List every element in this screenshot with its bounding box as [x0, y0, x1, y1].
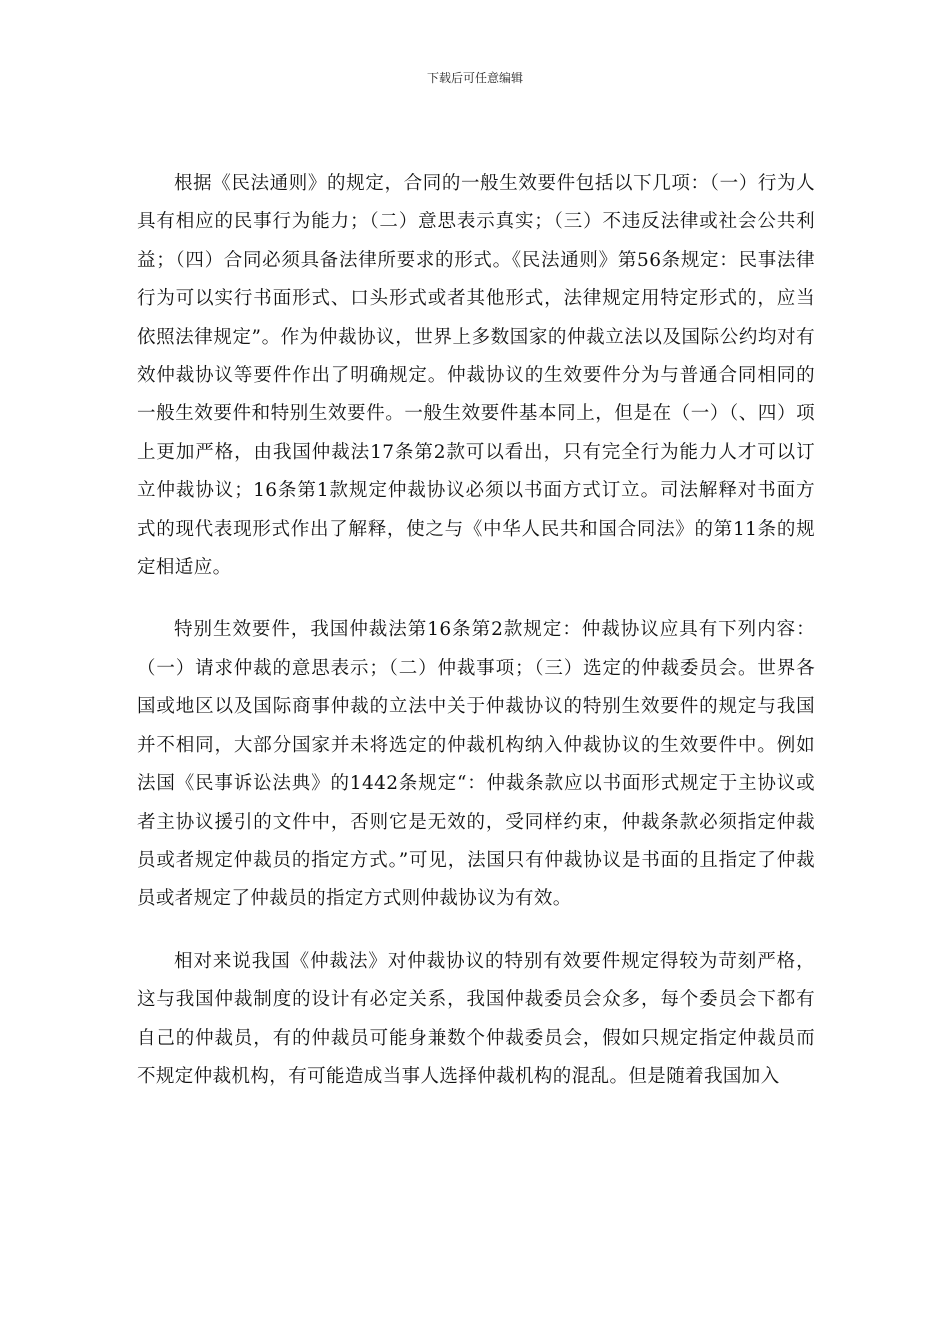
paragraph-3: 相对来说我国《仲裁法》对仲裁协议的特别有效要件规定得较为苛刻严格，这与我国仲裁制度的设计有必定关系，我国仲裁委员会众多，每个委员会下都有自己的仲裁员，有的仲裁员可能身兼数个仲裁委员会，假如只规定指定仲裁员而不规定仲裁机构，有可能造成当事人选择仲裁机构的混乱。但是随着我国加入	[137, 950, 815, 1087]
paragraph-1: 根据《民法通则》的规定，合同的一般生效要件包括以下几项：（一）行为人具有相应的民事行为能力；（二）意思表示真实；（三）不违反法律或社会公共利益；（四）合同必须具备法律所要求的形式。《民法通则》第56条规定：民事法律行为可以实行书面形式、口头形式或者其他形式，法律规定用特定形式的，应当依照法律规定”。作为仲裁协议，世界上多数国家的仲裁立法以及国际公约均对有效仲裁协议等要件作出了明确规定。仲裁协议的生效要件分为与普通合同相同的一般生效要件和特别生效要件。一般生效要件基本同上，但是在（一）（、四）项上更加严格，由我国仲裁法17条第2款可以看出，只有完全行为能力人才可以订立仲裁协议；16条第1款规定仲裁协议必须以书面方式订立。司法解释对书面方式的现代表现形式作出了解释，使之与《中华人民共和国合同法》的第11条的规定相适应。	[137, 173, 815, 579]
page-header: 下载后可任意编辑	[426, 71, 523, 85]
document-body	[137, 165, 815, 1096]
paragraph-2: 特别生效要件，我国仲裁法第16条第2款规定：仲裁协议应具有下列内容：（一）请求仲裁的意思表示；（二）仲裁事项；（三）选定的仲裁委员会。世界各国或地区以及国际商事仲裁的立法中关于仲裁协议的特别生效要件的规定与我国并不相同，大部分国家并未将选定的仲裁机构纳入仲裁协议的生效要件中。例如法国《民事诉讼法典》的1442条规定“：仲裁条款应以书面形式规定于主协议或者主协议援引的文件中，否则它是无效的，受同样约束，仲裁条款必须指定仲裁员或者规定仲裁员的指定方式。”可见，法国只有仲裁协议是书面的且指定了仲裁员或者规定了仲裁员的指定方式则仲裁协议为有效。	[137, 619, 815, 910]
